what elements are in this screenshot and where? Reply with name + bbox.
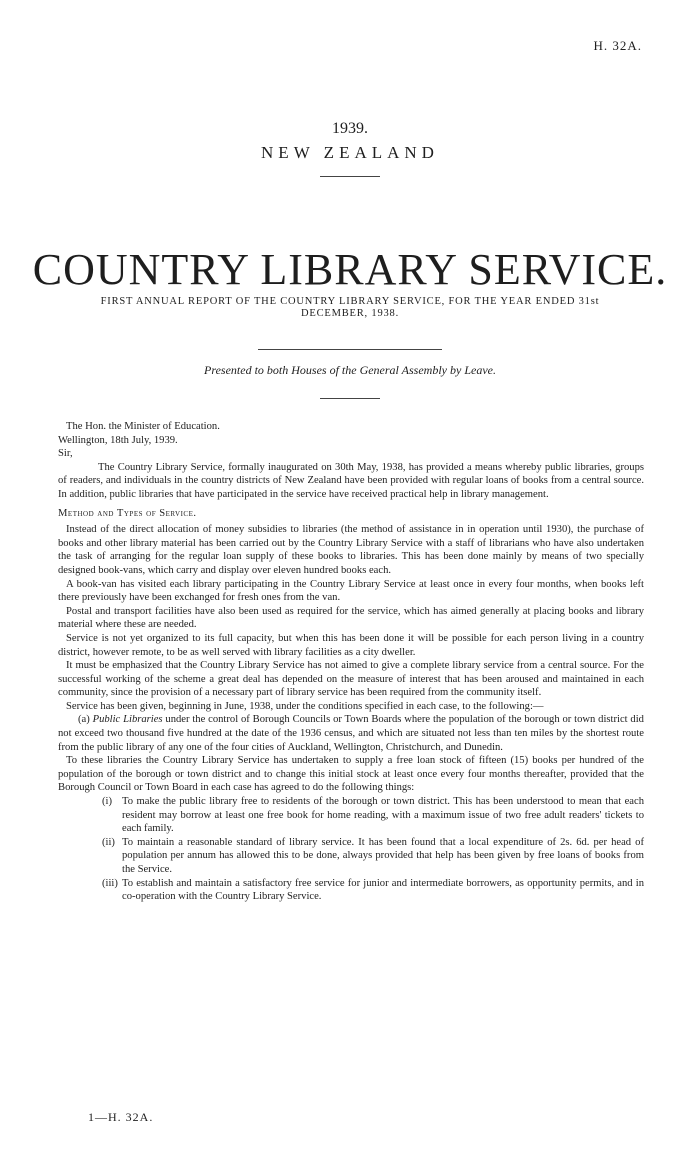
condition-text: To make the public library free to residents of the borough or town district. This has been understood to mean that each resident may borrow at least one free book for home reading, with a maximum issue of two free adult readers' tickets to each family. xyxy=(122,796,644,835)
condition-item xyxy=(102,836,644,877)
condition-number: (ii) xyxy=(102,836,115,848)
letter-salutation: Sir, xyxy=(58,448,73,460)
report-subtitle: FIRST ANNUAL REPORT OF THE COUNTRY LIBRARY SERVICE, FOR THE YEAR ENDED 31st DECEMBER, 1938. xyxy=(100,296,600,319)
body-paragraph: A book-van has visited each library participating in the Country Library Service at least once in every four months, when books left there previously have been exchanged for fresh ones from the van. xyxy=(58,578,644,604)
paper-reference: H. 32A. xyxy=(593,38,642,53)
item-a-label: (a) xyxy=(78,714,90,726)
body-paragraph: Postal and transport facilities have also been used as required for the service, which has aimed generally at placing books and library material where these are needed. xyxy=(58,605,644,631)
presentation-divider xyxy=(320,398,380,399)
document-year: 1939. xyxy=(332,120,368,137)
report-title: COUNTRY LIBRARY SERVICE. xyxy=(32,245,668,294)
section-heading: Method and Types of Service. xyxy=(58,507,197,519)
body-paragraph: Service has been given, beginning in June, 1938, under the conditions specified in each case, to the following:— xyxy=(66,700,544,712)
title-divider xyxy=(258,349,442,350)
condition-number: (i) xyxy=(102,796,112,808)
body-paragraph: Service is not yet organized to its full capacity, but when this has been done it will be possible for each person living in a country district, however remote, to be as well served with library facilities as a city dweller. xyxy=(58,632,644,658)
country-heading: NEW ZEALAND xyxy=(261,143,439,162)
condition-item xyxy=(102,795,644,836)
item-a-title: Public Libraries xyxy=(92,714,163,726)
item-a-text: under the control of Borough Councils or Town Boards where the population of the borough or town district did not exceed two thousand five hundred at the date of the 1936 census, and which are situated not less than ten miles by the shortest route from the public library of any one of the four cities of Auckland, Wellington, Christchurch, and Dunedin. xyxy=(58,714,644,753)
body-paragraph: Instead of the direct allocation of money subsidies to libraries (the method of assistance in in operation until 1930), the purchase of books and other library material has been carried out by the Country Library Service with a staff of librarians who have also undertaken the task of arranging for the regular loan supply of these books to libraries. This has been done mainly by means of two specially designed book-vans, which carry and display over eleven hundred books each. xyxy=(58,524,644,576)
short-divider xyxy=(320,176,380,177)
report-body xyxy=(58,420,644,904)
condition-text: To maintain a reasonable standard of library service. It has been found that a local expenditure of 2s. 6d. per head of population per annum has allowed this to be done, always provided that help has been given by free loans of books from the Service. xyxy=(122,836,644,875)
continuation-paragraph: To these libraries the Country Library Service has undertaken to supply a free loan stock of fifteen (15) books per hundred of the population of the borough or town district and to change this initial stock at least once every four months thereafter, provided that the Borough Council or Town Board in each case has agreed to do the following things: xyxy=(58,755,644,794)
item-a-paragraph xyxy=(58,713,644,754)
presentation-note: Presented to both Houses of the General Assembly by Leave. xyxy=(204,363,496,377)
intro-paragraph: The Country Library Service, formally inaugurated on 30th May, 1938, has provided a means whereby public libraries, groups of readers, and individuals in the country districts of New Zealand have been provided with regular loans of books from a central source. In addition, public libraries that have participated in the service have received practical help in library management. xyxy=(58,461,644,500)
letter-dateline: Wellington, 18th July, 1939. xyxy=(58,434,178,446)
letter-addressee: The Hon. the Minister of Education. xyxy=(66,421,220,432)
condition-text: To establish and maintain a satisfactory free service for junior and intermediate borrowers, as opportunity permits, and in co-operation with the Country Library Service. xyxy=(122,877,644,903)
condition-number: (iii) xyxy=(102,877,118,889)
body-paragraph: It must be emphasized that the Country Library Service has not aimed to give a complete library service from a central source. For the successful working of the scheme a great deal has depended on the measure of interest that has been aroused and maintained in each community, since the provision of a necessary part of library service has been required from the community itself. xyxy=(58,660,644,699)
condition-item xyxy=(102,877,644,904)
page-signature: 1—H. 32A. xyxy=(88,1110,154,1124)
